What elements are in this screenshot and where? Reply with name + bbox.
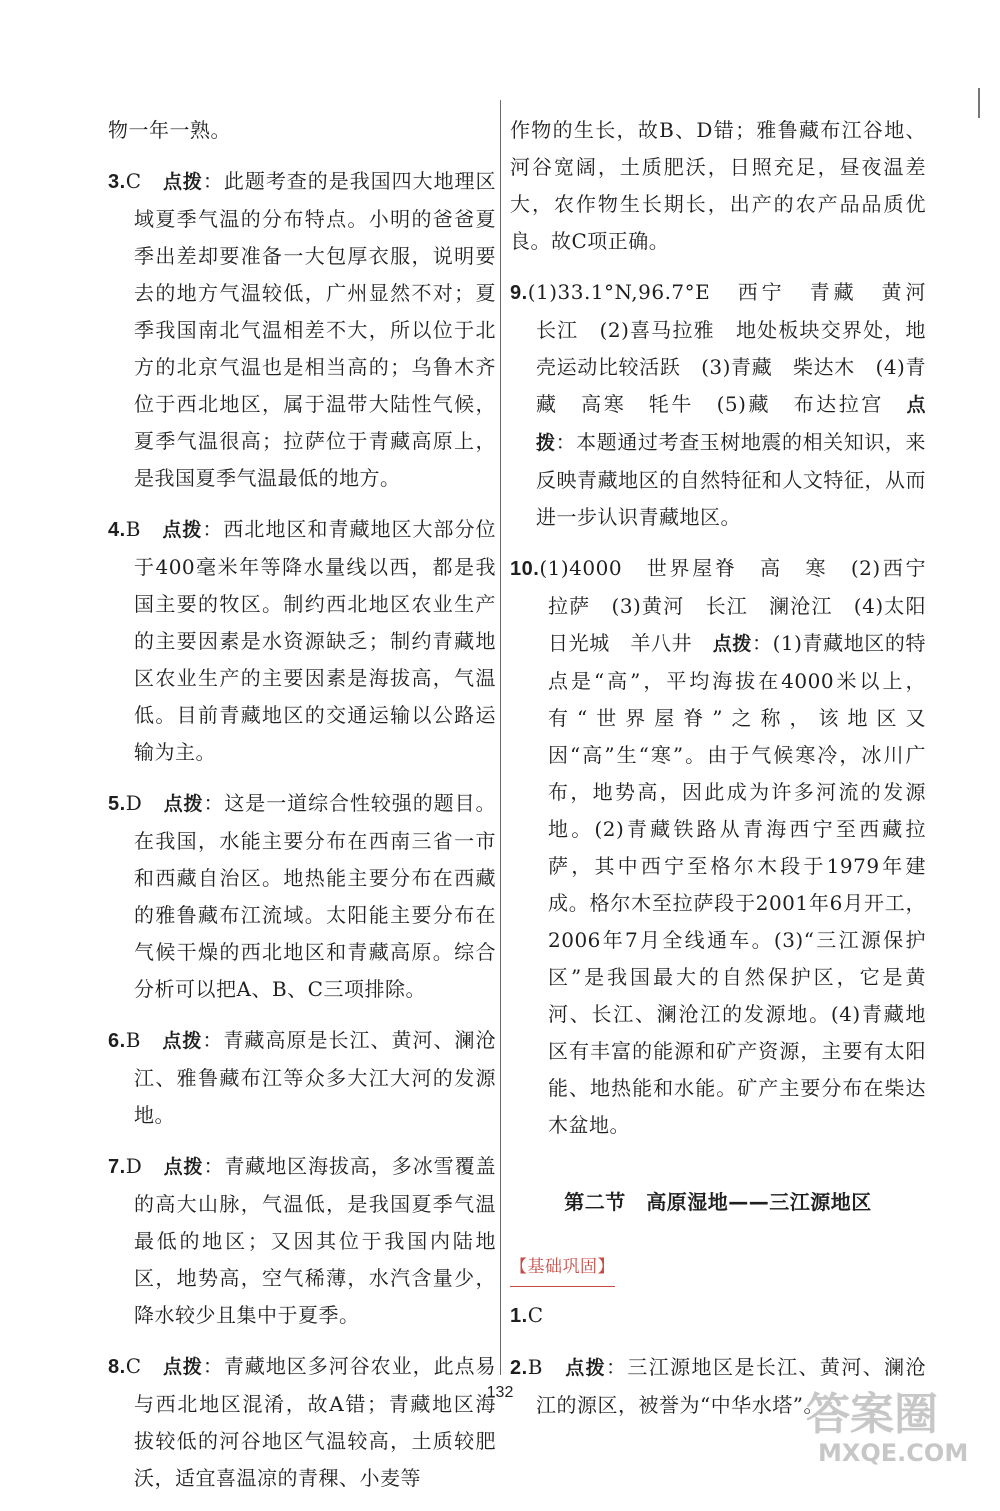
answer-r2: 2.B 点拨：三江源地区是长江、黄河、澜沧江的源区，被誉为“中华水塔”。 bbox=[510, 1355, 927, 1417]
watermark-logo bbox=[798, 1379, 980, 1469]
answer-8: 8.C 点拨：青藏地区多河谷农业，此点易与西北地区混淆，故A错；青藏地区海拔较低的河谷地区气温较高，土质较肥沃，适宜喜温凉的青稞、小麦等 bbox=[108, 1354, 497, 1490]
answer-5: 5.D 点拨：这是一道综合性较强的题目。在我国，水能主要分布在西南三省一市和西藏自治区。地热能主要分布在西藏的雅鲁藏布江流域。太阳能主要分布在气候干燥的西北地区和青藏高原。综合分析可以把A、B、C三项排除。 bbox=[108, 791, 496, 1001]
answer-6: 6.B 点拨：青藏高原是长江、黄河、澜沧江、雅鲁藏布江等众多大江大河的发源地。 bbox=[108, 1028, 496, 1127]
answer-4: 4.B 点拨：西北地区和青藏地区大部分位于400毫米年等降水量线以西，都是我国主要的牧区。制约西北地区农业生产的主要因素是水资源缺乏；制约青藏地区农业生产的主要因素是海拔高，气温低。目前青藏地区的交通运输以公路运输为主。 bbox=[108, 517, 496, 764]
column-divider bbox=[500, 100, 501, 1375]
right-continuation: 作物的生长，故B、D错；雅鲁藏布江谷地、河谷宽阔，土质肥沃，日照充足，昼夜温差大，农作物生长期长，出产的农产品品质优良。故C项正确。 bbox=[510, 118, 926, 253]
answer-7: 7.D 点拨：青藏地区海拔高，多冰雪覆盖的高大山脉，气温低，是我国夏季气温最低的地区；又因其位于我国内陆地区，地势高，空气稀薄，水汽含量少，降水较少且集中于夏季。 bbox=[108, 1154, 496, 1327]
answer-3: 3.C 点拨：此题考查的是我国四大地理区域夏季气温的分布特点。小明的爸爸夏季出差却要准备一大包厚衣服，说明要去的地方气温较低，广州显然不对；夏季我国南北气温相差不大，所以位于北方的北京气温也是相当高的；乌鲁木齐位于西北地区，属于温带大陆性气候，夏季气温很高；拉萨位于青藏高原上，是我国夏季气温最低的地方。 bbox=[108, 169, 497, 490]
watermark-line1: 答案圈 bbox=[806, 1389, 938, 1440]
watermark-line2: MXQE.COM bbox=[818, 1439, 969, 1467]
section-title: 第二节 高原湿地——三江源地区 bbox=[564, 1190, 872, 1214]
answer-9: 9.(1)33.1°N,96.7°E 西宁 青藏 黄河 长江 (2)喜马拉雅 地处板块交界处，地壳运动比较活跃 (3)青藏 柴达木 (4)青藏 高寒 牦牛 (5)藏 布达拉宫 点拨：本题通过考查玉树地震的相关知识，来反映青藏地区的自然特征和人文特征，从而进一步认识青藏地区。 bbox=[510, 280, 947, 529]
answer-r1: 1.C bbox=[510, 1303, 544, 1327]
left-column bbox=[108, 112, 496, 1511]
page-number: 132 bbox=[486, 1384, 514, 1401]
answer-10: 10.(1)4000 世界屋脊 高 寒 (2)西宁 拉萨 (3)黄河 长江 澜沧江 (4)太阳 日光城 羊八井 点拨：(1)青藏地区的特点是“高”，平均海拔在4000米以上，有“世界屋脊”之称，该地区又因“高”生“寒”。由于气候寒冷，冰川广布，地势高，因此成为许多河流的发源地。(2)青藏铁路从青海西宁至西藏拉萨，其中西宁至格尔木段于1979年建成。格尔木至拉萨段于2001年6月开工，2006年7月全线通车。(3)“三江源保护区”是我国最大的自然保护区，它是黄河、长江、澜沧江的发源地。(4)青藏地区有丰富的能源和矿产资源，主要有太阳能、地热能和水能。矿产主要分布在柴达木盆地。 bbox=[510, 556, 947, 1137]
right-column bbox=[510, 112, 947, 1438]
section-tag: 【基础巩固】 bbox=[510, 1249, 615, 1287]
left-continuation: 物一年一熟。 bbox=[108, 118, 231, 142]
scan-mark bbox=[978, 88, 980, 118]
